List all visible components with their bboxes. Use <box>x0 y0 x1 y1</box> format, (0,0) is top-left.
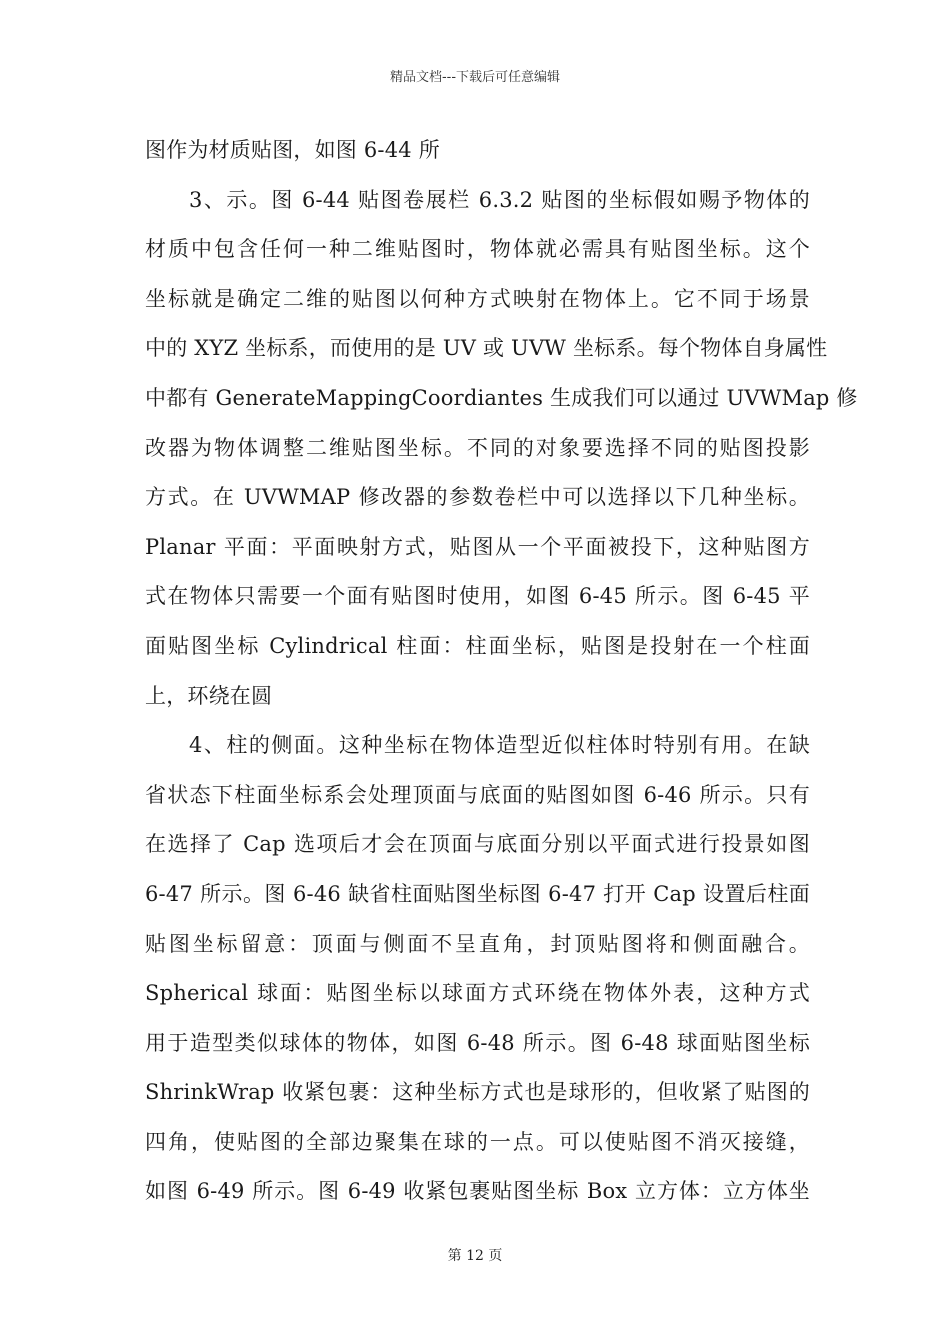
page-header: 精品文档---下载后可任意编辑 <box>389 70 561 85</box>
text-line: 坐标就是确定二维的贴图以何种方式映射在物体上。它不同于场景 <box>145 286 810 311</box>
text-line: 用于造型类似球体的物体，如图 6-48 所示。图 6-48 球面贴图坐标 <box>145 1030 810 1055</box>
text-line: 4、柱的侧面。这种坐标在物体造型近似柱体时特别有用。在缺 <box>189 733 810 758</box>
text-line: 材质中包含任何一种二维贴图时，物体就必需具有贴图坐标。这个 <box>145 237 810 262</box>
text-line: 如图 6-49 所示。图 6-49 收紧包裹贴图坐标 Box 立方体：立方体坐 <box>145 1179 810 1204</box>
text-line: 贴图坐标留意：顶面与侧面不呈直角，封顶贴图将和侧面融合。 <box>145 931 810 956</box>
text-line: 省状态下柱面坐标系会处理顶面与底面的贴图如图 6-46 所示。只有 <box>145 782 810 807</box>
text-line: 中的 XYZ 坐标系，而使用的是 UV 或 UVW 坐标系。每个物体自身属性 <box>145 336 828 361</box>
text-line: Planar 平面：平面映射方式，贴图从一个平面被投下，这种贴图方 <box>145 534 810 559</box>
text-line: 6-47 所示。图 6-46 缺省柱面贴图坐标图 6-47 打开 Cap 设置后柱面 <box>145 881 810 906</box>
text-line: ShrinkWrap 收紧包裹：这种坐标方式也是球形的，但收紧了贴图的 <box>145 1080 810 1105</box>
text-line: 四角，使贴图的全部边聚集在球的一点。可以使贴图不消灭接缝， <box>145 1129 810 1154</box>
text-line: 图作为材质贴图，如图 6-44 所 <box>145 138 440 162</box>
text-line: 3、示。图 6-44 贴图卷展栏 6.3.2 贴图的坐标假如赐予物体的 <box>189 187 810 212</box>
document-body <box>145 126 858 1217</box>
text-line: 在选择了 Cap 选项后才会在顶面与底面分别以平面式进行投景如图 <box>145 832 810 857</box>
text-line: 上，环绕在圆 <box>145 683 273 708</box>
text-line: Spherical 球面：贴图坐标以球面方式环绕在物体外表，这种方式 <box>145 981 810 1006</box>
text-line: 改器为物体调整二维贴图坐标。不同的对象要选择不同的贴图投影 <box>145 435 810 460</box>
text-line: 方式。在 UVWMAP 修改器的参数卷栏中可以选择以下几种坐标。 <box>145 485 810 510</box>
page-number: 第 12 页 <box>447 1248 503 1264</box>
text-line: 式在物体只需要一个面有贴图时使用，如图 6-45 所示。图 6-45 平 <box>145 584 810 609</box>
text-line: 面贴图坐标 Cylindrical 柱面：柱面坐标，贴图是投射在一个柱面 <box>145 633 810 658</box>
text-line: 中都有 GenerateMappingCoordiantes 生成我们可以通过 UVWMap 修 <box>145 385 858 410</box>
